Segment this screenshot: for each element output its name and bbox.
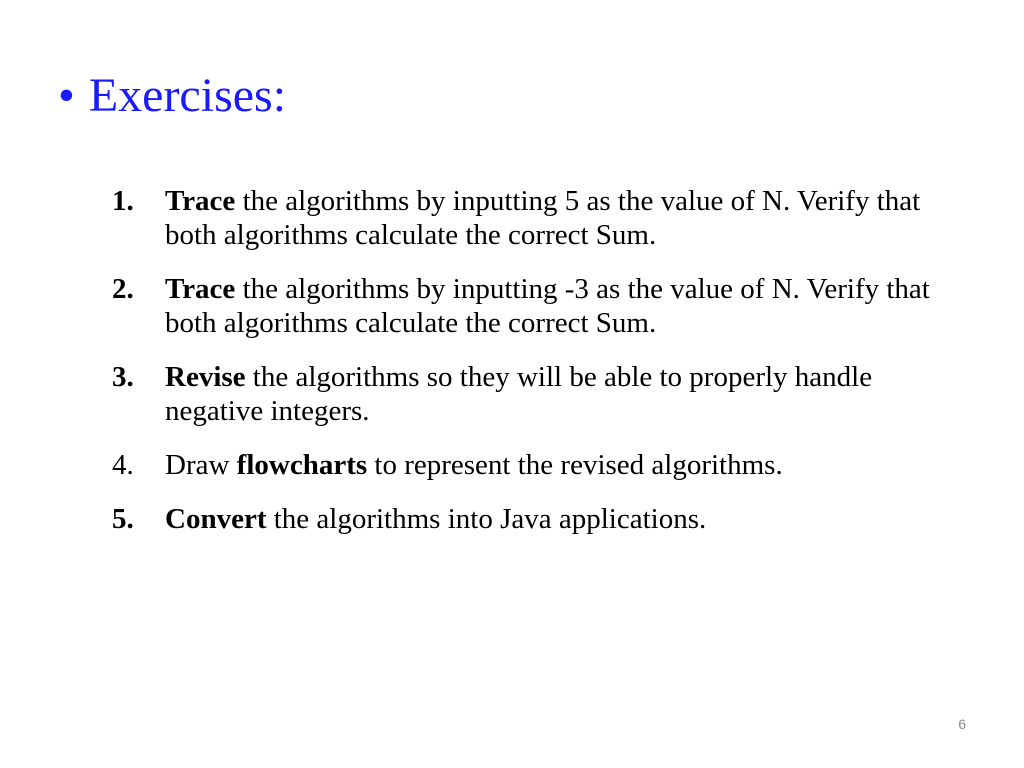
slide-number: 6 <box>958 716 966 732</box>
item-description: the algorithms by inputting 5 as the value of N. Verify that both algorithms calculate the correct Sum. <box>165 185 921 251</box>
item-number: 2. <box>112 273 134 305</box>
item-text <box>165 273 930 339</box>
item-text <box>165 185 920 251</box>
exercise-item <box>112 272 932 340</box>
exercise-item <box>112 448 932 482</box>
item-number: 3. <box>112 361 134 393</box>
exercise-list <box>112 184 932 536</box>
slide-heading <box>58 69 287 122</box>
item-text <box>165 449 783 481</box>
item-description: the algorithms by inputting -3 as the value of N. Verify that both algorithms calculate the correct Sum. <box>165 273 930 339</box>
item-number: 5. <box>112 503 134 535</box>
exercise-item <box>112 360 932 428</box>
item-number: 4. <box>112 449 134 481</box>
item-keyword: Revise <box>165 361 246 393</box>
item-text <box>165 503 706 535</box>
item-description: to represent the revised algorithms. <box>367 449 783 481</box>
item-number: 1. <box>112 185 134 217</box>
item-keyword: Trace <box>165 185 236 217</box>
item-description: the algorithms into Java applications. <box>266 503 707 535</box>
heading-text: Exercises: <box>88 69 287 122</box>
item-keyword: Convert <box>165 503 267 535</box>
bullet-icon: • <box>58 69 75 122</box>
item-prefix: Draw <box>165 449 237 481</box>
item-text <box>165 361 872 427</box>
item-description: the algorithms so they will be able to properly handle negative integers. <box>165 361 873 427</box>
exercise-item <box>112 184 932 252</box>
item-keyword: Trace <box>165 273 236 305</box>
item-keyword: flowcharts <box>236 449 368 481</box>
exercise-item <box>112 502 932 536</box>
